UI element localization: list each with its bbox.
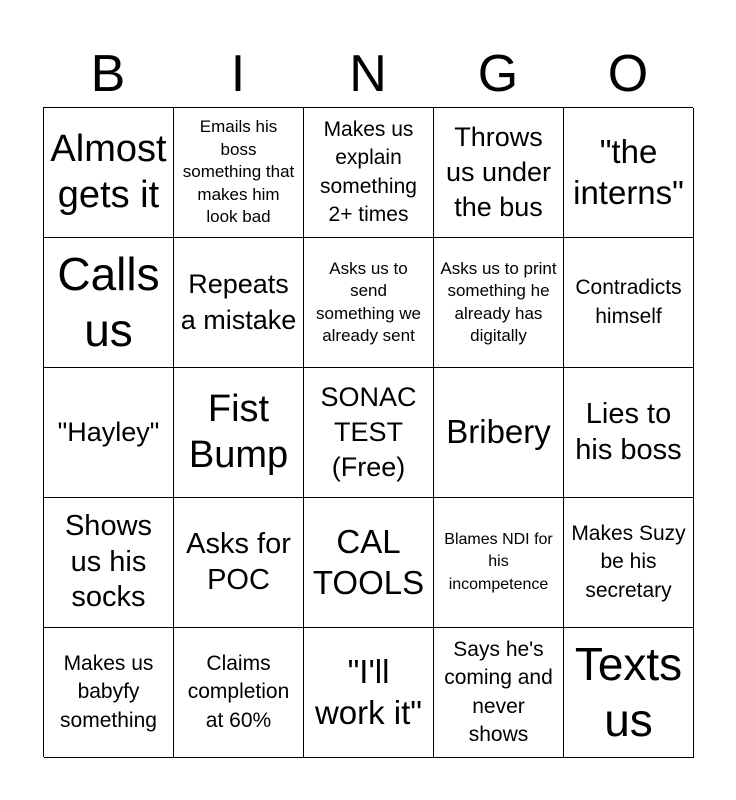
header-letter-o: O xyxy=(607,45,649,103)
bingo-cell[interactable] xyxy=(174,628,304,758)
cell-text: Texts us xyxy=(574,638,683,746)
bingo-cell[interactable] xyxy=(304,108,434,238)
bingo-cell[interactable] xyxy=(174,498,304,628)
cell-text: Fist Bump xyxy=(188,387,289,476)
bingo-cell[interactable] xyxy=(44,108,174,238)
bingo-cell[interactable] xyxy=(564,238,694,368)
cell-text: "I'll work it" xyxy=(314,653,423,731)
bingo-cell[interactable] xyxy=(564,498,694,628)
bingo-cell[interactable] xyxy=(434,108,564,238)
cell-text: SONAC TEST (Free) xyxy=(320,381,417,483)
bingo-cell[interactable] xyxy=(434,498,564,628)
cell-text: "the interns" xyxy=(573,133,684,211)
header-letter-g: G xyxy=(477,45,519,103)
bingo-cell[interactable] xyxy=(434,368,564,498)
bingo-cell[interactable] xyxy=(44,238,174,368)
bingo-cell[interactable] xyxy=(564,108,694,238)
bingo-cell[interactable] xyxy=(174,368,304,498)
bingo-cell[interactable] xyxy=(44,498,174,628)
cell-text: Makes us babyfy something xyxy=(60,651,157,732)
bingo-cell[interactable] xyxy=(44,628,174,758)
bingo-cell[interactable] xyxy=(564,368,694,498)
bingo-cell[interactable] xyxy=(174,108,304,238)
header-letter-i: I xyxy=(230,45,246,103)
bingo-cell[interactable] xyxy=(44,368,174,498)
bingo-cell[interactable] xyxy=(434,238,564,368)
cell-text: Claims completion at 60% xyxy=(187,651,290,732)
bingo-cell[interactable] xyxy=(304,238,434,368)
cell-text: Makes Suzy be his secretary xyxy=(571,521,686,602)
cell-text: "Hayley" xyxy=(57,416,160,447)
cell-text: Shows us his socks xyxy=(64,510,153,614)
cell-text: Bribery xyxy=(446,413,551,451)
header-letter-b: B xyxy=(90,45,126,103)
bingo-cell[interactable] xyxy=(304,628,434,758)
cell-text: Contradicts himself xyxy=(575,276,682,328)
cell-text: Makes us explain something 2+ times xyxy=(320,117,417,226)
cell-text: Asks us to print something he already has digitally xyxy=(440,258,557,345)
cell-text: Lies to his boss xyxy=(575,398,682,466)
cell-text: Asks us to send something we already sent xyxy=(316,258,421,345)
bingo-cell[interactable] xyxy=(434,628,564,758)
cell-text: Asks for POC xyxy=(186,528,291,596)
bingo-header xyxy=(43,44,693,104)
bingo-card-grid xyxy=(43,107,693,757)
cell-text: Blames NDI for his incompetence xyxy=(444,530,553,593)
cell-text: Repeats a mistake xyxy=(180,269,297,335)
cell-text: Emails his boss something that makes him look bad xyxy=(182,117,295,227)
bingo-cell[interactable] xyxy=(174,238,304,368)
header-letter-n: N xyxy=(349,45,387,103)
cell-text: Calls us xyxy=(57,248,160,356)
bingo-cell[interactable] xyxy=(304,498,434,628)
cell-text: Almost gets it xyxy=(50,127,167,216)
cell-text: Says he's coming and never shows xyxy=(444,637,553,746)
cell-text: CAL TOOLS xyxy=(312,523,425,601)
bingo-cell[interactable] xyxy=(564,628,694,758)
bingo-cell[interactable] xyxy=(304,368,434,498)
cell-text: Throws us under the bus xyxy=(445,121,552,223)
